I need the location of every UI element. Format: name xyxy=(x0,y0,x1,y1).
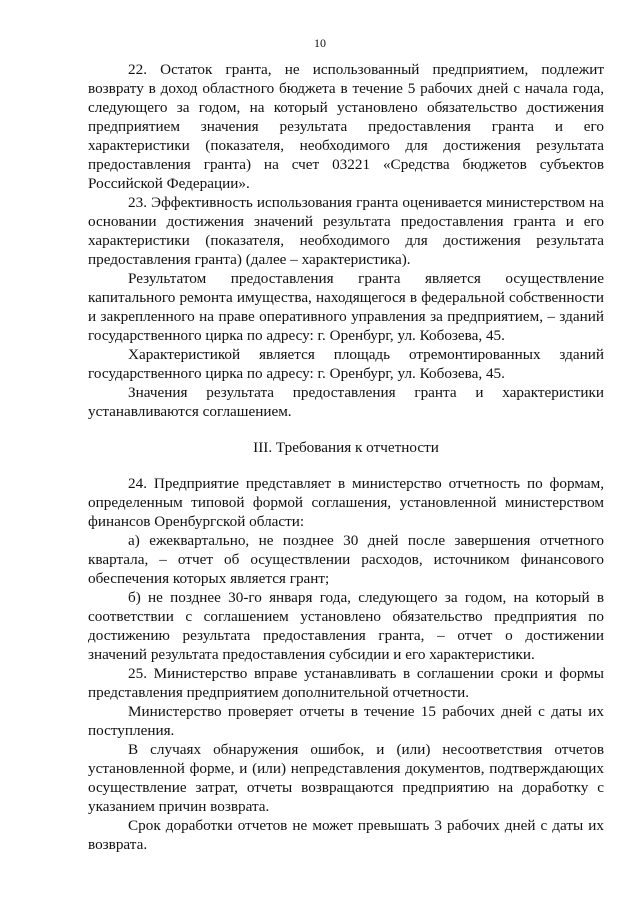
paragraph-result: Результатом предоставления гранта является осуществление капитального ремонта имущества, находящегося в федеральной собственности и закрепленного на праве оперативного управления за предприятием, – зданий государственного цирка по адресу: г. Оренбург, ул. Кобозева, 45. xyxy=(88,270,604,344)
paragraph-22: 22. Остаток гранта, не использованный предприятием, подлежит возврату в доход областного бюджета в течение 5 рабочих дней с начала года, следующего за годом, на который установлено обязательство достижения предприятием значения результата предоставления гранта и его характеристики (показателя, необходимого для достижения результата предоставления гранта) на счет 03221 «Средства бюджетов субъектов Российской Федерации». xyxy=(88,61,604,192)
section-heading: III. Требования к отчетности xyxy=(253,439,439,456)
paragraph-23: 23. Эффективность использования гранта оценивается министерством на основании достижения значений результата предоставления гранта и его характеристики (показателя, необходимого для достижения результата предоставления гранта) (далее – характеристика). xyxy=(88,194,604,268)
paragraph-24: 24. Предприятие представляет в министерство отчетность по формам, определенным типовой формой соглашения, установленной министерством финансов Оренбургской области: xyxy=(88,475,604,530)
paragraph-25: 25. Министерство вправе устанавливать в соглашении сроки и формы представления предприятием дополнительной отчетности. xyxy=(88,665,604,701)
document-body xyxy=(88,60,604,854)
paragraph-values: Значения результата предоставления гранта и характеристики устанавливаются соглашением. xyxy=(88,384,604,420)
paragraph-24-a: а) ежеквартально, не позднее 30 дней после завершения отчетного квартала, – отчет об осуществлении расходов, источником финансового обеспечения которых является грант; xyxy=(88,532,604,587)
paragraph-24-b: б) не позднее 30-го января года, следующего за годом, на который в соответствии с соглашением установлено обязательство предприятия по достижению результата предоставления гранта, – отчет о достижении значений результата предоставления субсидии и его характеристики. xyxy=(88,589,604,663)
paragraph-errors: В случаях обнаружения ошибок, и (или) несоответствия отчетов установленной форме, и (или) непредставления документов, подтверждающих осуществление затрат, отчеты возвращаются предприятию на доработку с указанием причин возврата. xyxy=(88,741,604,815)
paragraph-review: Министерство проверяет отчеты в течение 15 рабочих дней с даты их поступления. xyxy=(88,703,604,739)
paragraph-characteristic: Характеристикой является площадь отремонтированных зданий государственного цирка по адресу: г. Оренбург, ул. Кобозева, 45. xyxy=(88,346,604,382)
page-number: 10 xyxy=(314,36,326,50)
paragraph-deadline: Срок доработки отчетов не может превышать 3 рабочих дней с даты их возврата. xyxy=(88,817,604,853)
